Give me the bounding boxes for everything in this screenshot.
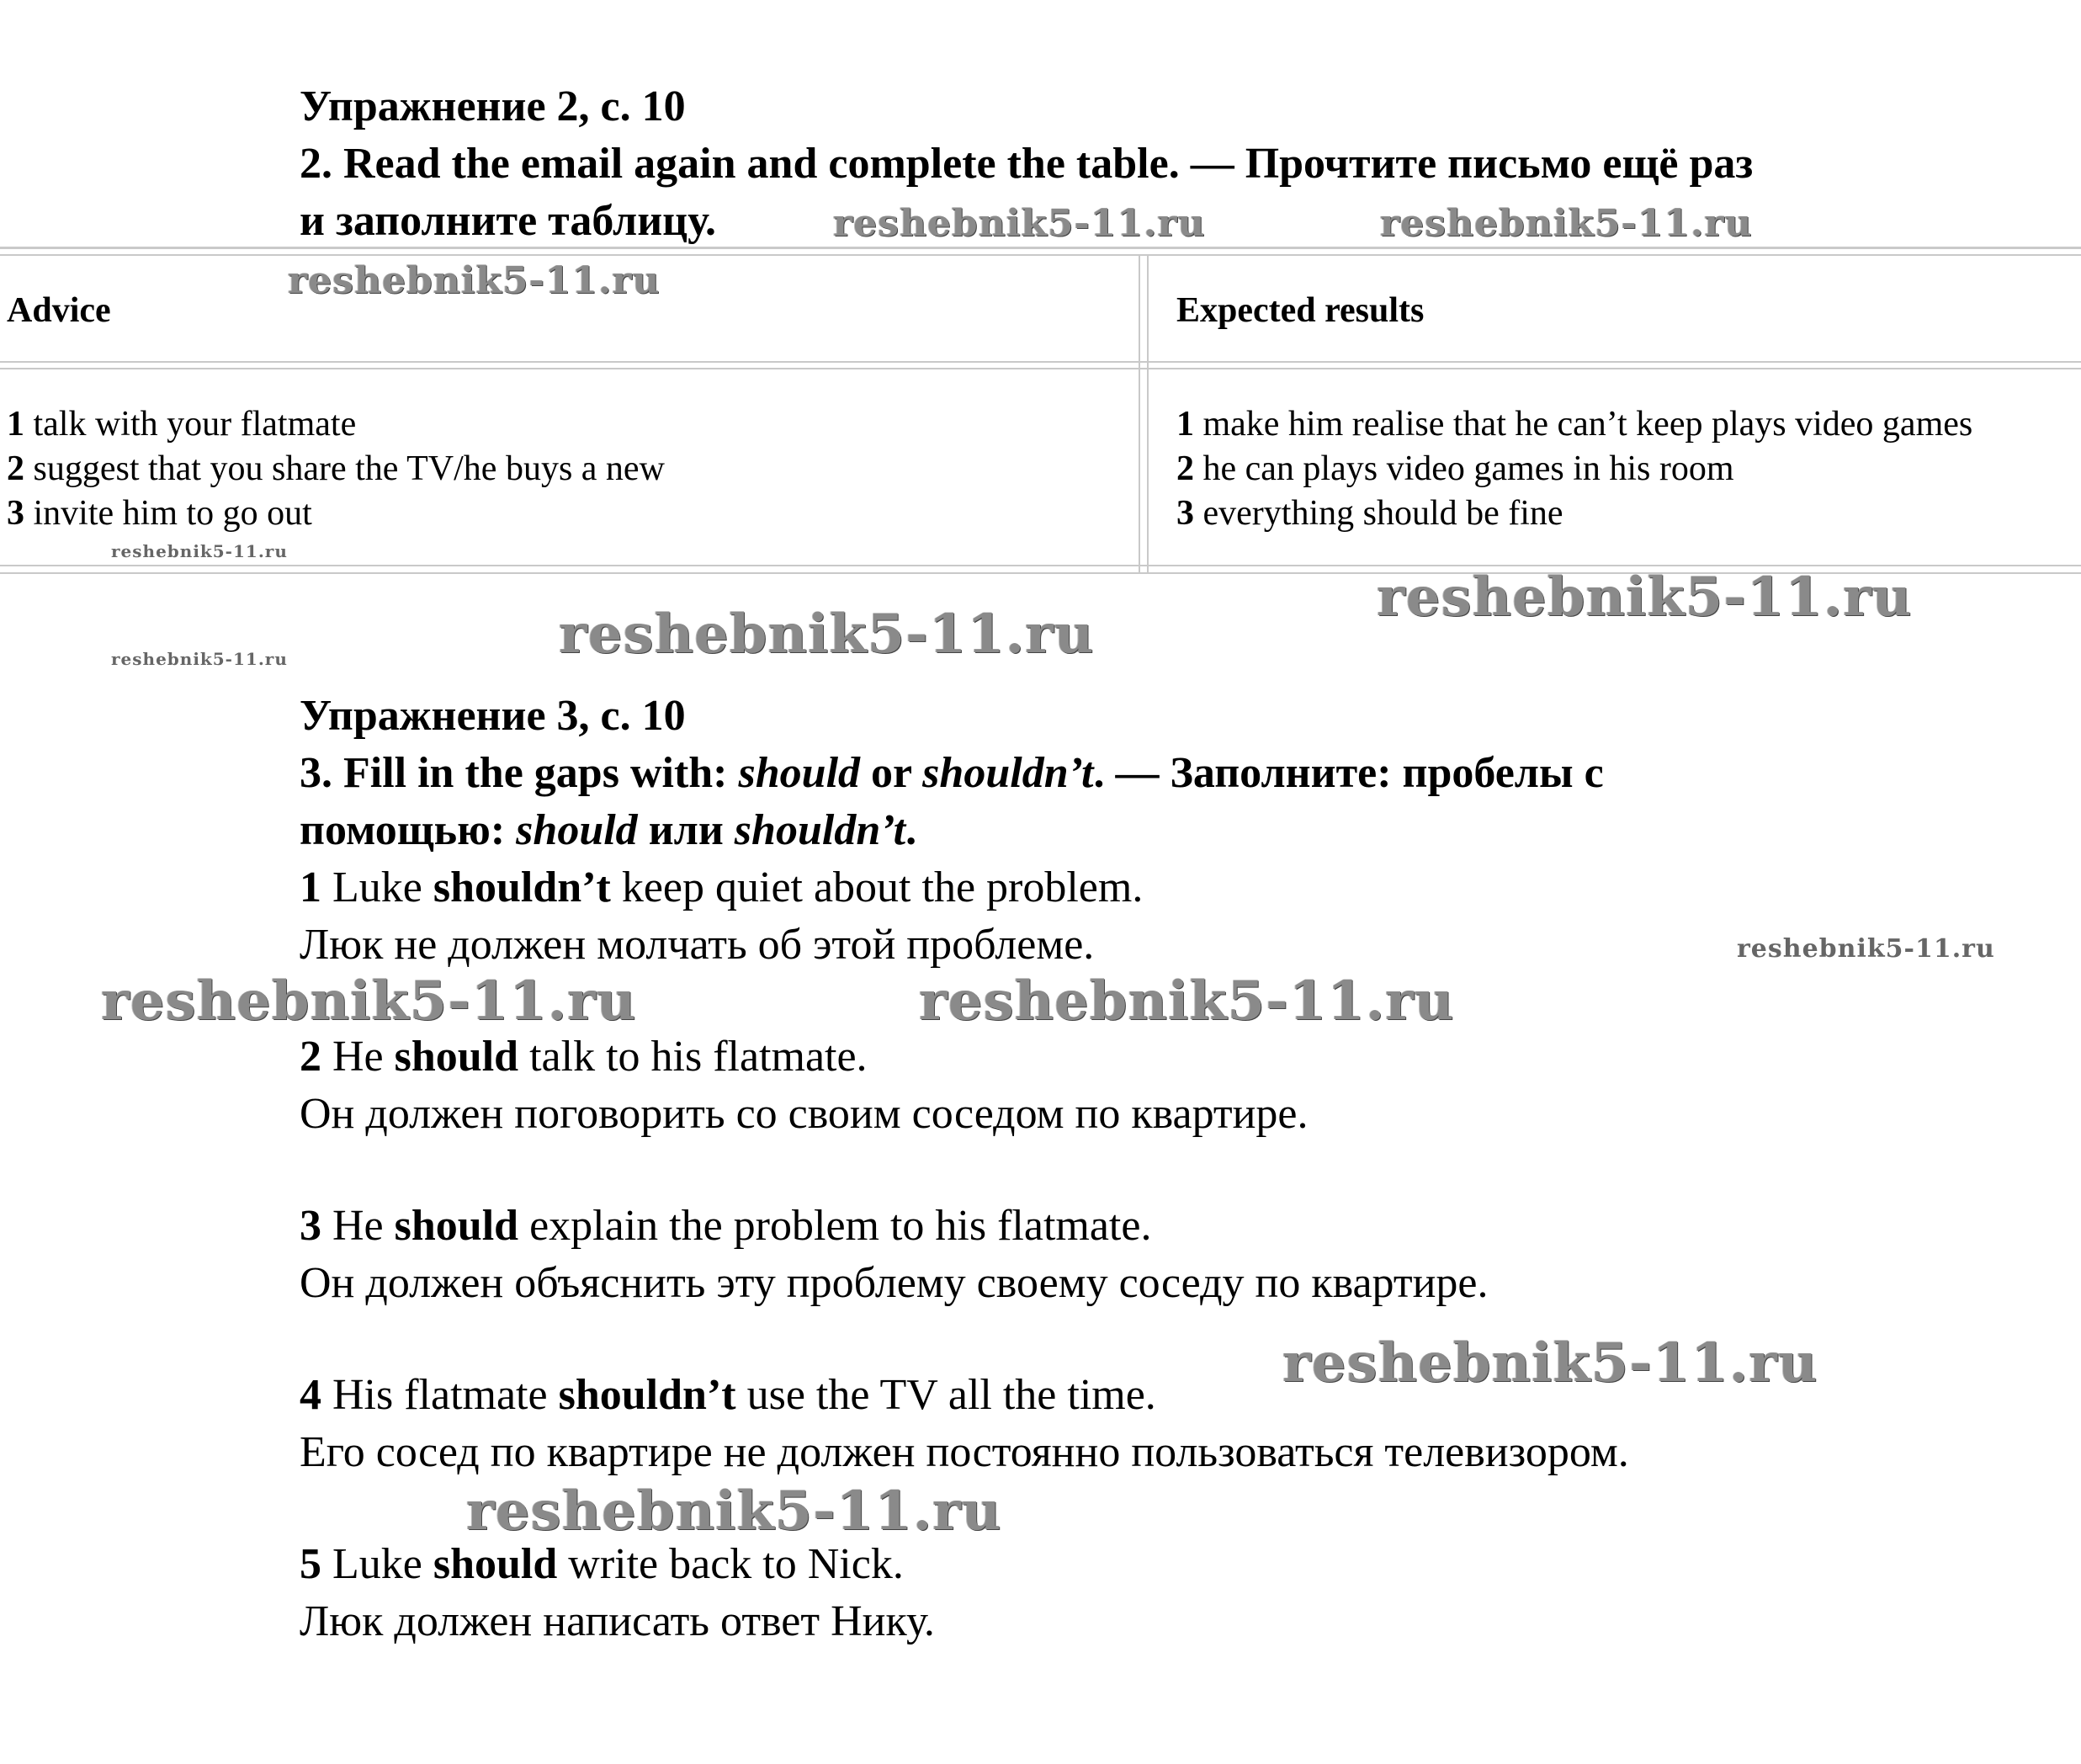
table-divider-header [0,361,2081,363]
watermark: reshebnik5-11.ru [919,970,1455,1033]
result-item: 1 make him realise that he can’t keep plays video games [1176,405,1973,444]
ex3-sentence: 3 He should explain the problem to his flatmate. [300,1202,1152,1250]
watermark: reshebnik5-11.ru [101,970,637,1033]
table-header-advice: Advice [7,291,111,330]
table-col-divider-right [1147,254,1149,572]
watermark: reshebnik5-11.ru [559,603,1095,666]
ex2-instruction-cont: и заполните таблицу. [300,197,716,245]
watermark: reshebnik5-11.ru [1377,566,1913,629]
watermark: reshebnik5-11.ru [288,259,661,302]
watermark: reshebnik5-11.ru [111,649,288,669]
ex3-sentence: 1 Luke shouldn’t keep quiet about the problem. [300,863,1144,911]
watermark: reshebnik5-11.ru [466,1480,1002,1543]
ex3-instruction: 3. Fill in the gaps with: should or shouldn’t. — Заполните: пробелы с [300,749,1604,797]
ex3-sentence: 5 Luke should write back to Nick. [300,1540,904,1588]
ex3-translation: Он должен объяснить эту проблему своему соседу по квартире. [300,1259,1489,1307]
ex3-title: Упражнение 3, с. 10 [300,692,686,740]
watermark: reshebnik5-11.ru [1737,934,1995,964]
watermark: reshebnik5-11.ru [833,202,1206,245]
table-divider-header-inner [0,368,2081,369]
result-item: 2 he can plays video games in his room [1176,449,1734,488]
advice-item: 2 suggest that you share the TV/he buys a new [7,449,665,488]
table-border-top-inner [0,254,2081,256]
watermark: reshebnik5-11.ru [1380,202,1753,245]
ex3-sentence: 4 His flatmate shouldn’t use the TV all the time. [300,1371,1156,1419]
table-col-divider-left [1139,254,1140,572]
watermark: reshebnik5-11.ru [111,541,288,561]
ex3-translation: Люк должен написать ответ Нику. [300,1597,935,1645]
result-item: 3 everything should be fine [1176,494,1563,533]
ex2-instruction: 2. Read the email again and complete the table. — Прочтите письмо ещё раз [300,140,1754,188]
ex2-title: Упражнение 2, с. 10 [300,82,686,130]
ex3-instruction-cont: помощью: should или shouldn’t. [300,806,917,854]
advice-item: 3 invite him to go out [7,494,312,533]
advice-item: 1 talk with your flatmate [7,405,357,444]
ex3-translation: Он должен поговорить со своим соседом по квартире. [300,1090,1309,1138]
watermark: reshebnik5-11.ru [1282,1331,1818,1395]
table-border-top [0,247,2081,249]
ex3-translation: Его сосед по квартире не должен постоянно пользоваться телевизором. [300,1428,1629,1476]
table-header-expected-results: Expected results [1176,291,1425,330]
ex3-sentence: 2 He should talk to his flatmate. [300,1033,868,1081]
ex3-translation: Люк не должен молчать об этой проблеме. [300,921,1095,969]
